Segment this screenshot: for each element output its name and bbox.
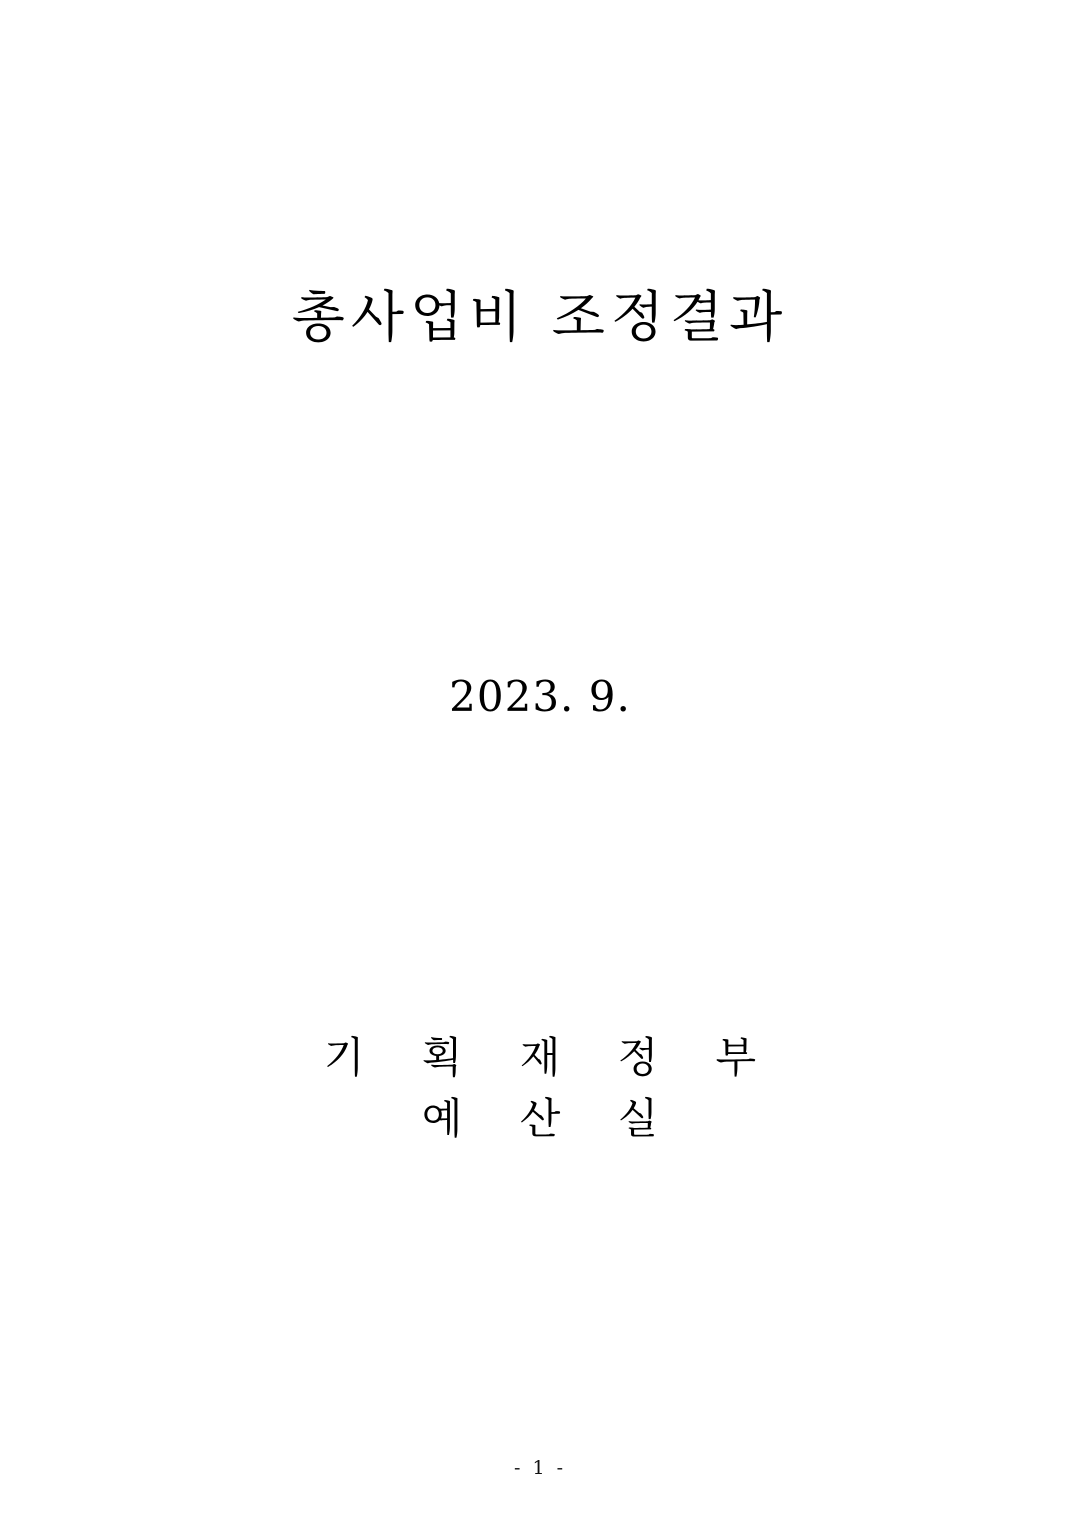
issuer-block (0, 1028, 1080, 1150)
page-title: 총사업비 조정결과 (291, 285, 789, 349)
document-date: 2023. 9. (449, 672, 631, 721)
page-number: - 1 - (513, 1457, 566, 1479)
issuer-department: 예 산 실 (421, 1093, 681, 1143)
issuer-organization: 기 획 재 정 부 (323, 1033, 779, 1082)
